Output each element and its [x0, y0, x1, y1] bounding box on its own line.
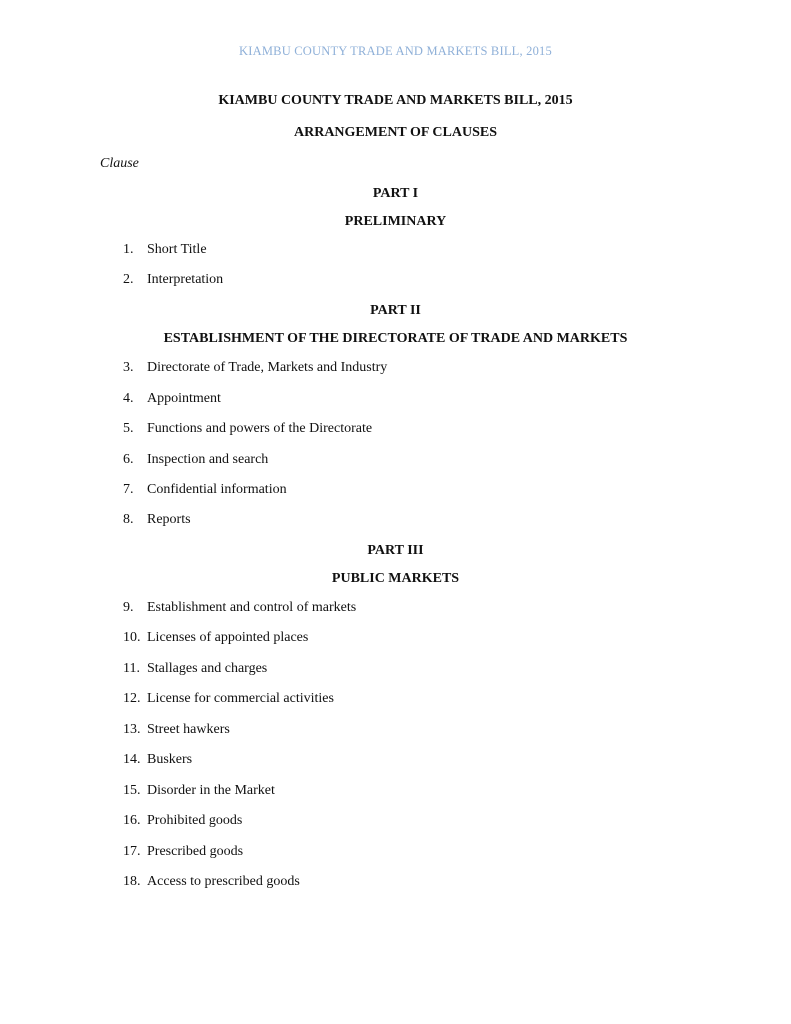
clause-item: [123, 751, 192, 769]
clause-text: Reports: [147, 512, 191, 527]
clause-text: Stallages and charges: [147, 661, 268, 676]
clause-item: [123, 721, 230, 739]
clause-text: Inspection and search: [147, 452, 269, 467]
part-heading: PART II: [370, 303, 421, 318]
clause-item: [123, 420, 372, 438]
clause-number: 7.: [123, 482, 134, 497]
clause-number: 5.: [123, 421, 134, 436]
clause-text: Confidential information: [147, 482, 287, 497]
clause-text: Prescribed goods: [147, 844, 244, 859]
clause-number: 12.: [123, 691, 141, 706]
clause-number: 8.: [123, 512, 134, 527]
clause-text: Appointment: [147, 391, 221, 406]
clause-item: [123, 511, 191, 529]
part-title: PUBLIC MARKETS: [331, 571, 460, 586]
clause-item: [123, 599, 356, 617]
clause-item: [123, 843, 243, 861]
part-title: PRELIMINARY: [344, 214, 447, 229]
clause-text: Directorate of Trade, Markets and Industry: [147, 360, 388, 375]
arrangement-heading: ARRANGEMENT OF CLAUSES: [293, 125, 498, 140]
clause-text: Access to prescribed goods: [147, 874, 300, 889]
clause-item: [123, 481, 287, 499]
clause-number: 10.: [123, 630, 141, 645]
clause-number: 2.: [123, 272, 134, 287]
clause-text: Buskers: [147, 752, 193, 767]
clause-number: 14.: [123, 752, 141, 767]
clause-text: Disorder in the Market: [147, 783, 275, 798]
part-title: ESTABLISHMENT OF THE DIRECTORATE OF TRADE AND MARKETS: [163, 331, 628, 346]
part-heading: PART I: [372, 186, 419, 201]
clause-number: 9.: [123, 600, 134, 615]
clause-number: 13.: [123, 722, 141, 737]
clause-item: [123, 690, 334, 708]
clause-text: Licenses of appointed places: [147, 630, 309, 645]
clause-item: [123, 241, 207, 259]
clause-text: Functions and powers of the Directorate: [147, 421, 373, 436]
clause-number: 3.: [123, 360, 134, 375]
clause-item: [123, 660, 267, 678]
clause-item: [123, 271, 223, 289]
clause-text: License for commercial activities: [147, 691, 334, 706]
clause-number: 15.: [123, 783, 141, 798]
clause-item: [123, 812, 242, 830]
clause-text: Street hawkers: [147, 722, 230, 737]
clause-number: 11.: [123, 661, 140, 676]
clause-text: Short Title: [147, 242, 207, 257]
clause-item: [123, 451, 268, 469]
clause-number: 6.: [123, 452, 134, 467]
clause-number: 16.: [123, 813, 141, 828]
clause-item: [123, 359, 387, 377]
clause-number: 4.: [123, 391, 134, 406]
clause-number: 17.: [123, 844, 141, 859]
clause-item: [123, 782, 275, 800]
running-header: KIAMBU COUNTY TRADE AND MARKETS BILL, 2015: [239, 44, 552, 58]
clause-text: Establishment and control of markets: [147, 600, 357, 615]
clause-item: [123, 390, 221, 408]
clause-number: 18.: [123, 874, 141, 889]
clause-item: [123, 873, 300, 891]
clause-item: [123, 629, 308, 647]
clause-text: Prohibited goods: [147, 813, 243, 828]
part-heading: PART III: [367, 543, 424, 558]
document-title: KIAMBU COUNTY TRADE AND MARKETS BILL, 2015: [218, 93, 573, 108]
clause-text: Interpretation: [147, 272, 224, 287]
clause-label: Clause: [100, 156, 139, 171]
clause-number: 1.: [123, 242, 134, 257]
